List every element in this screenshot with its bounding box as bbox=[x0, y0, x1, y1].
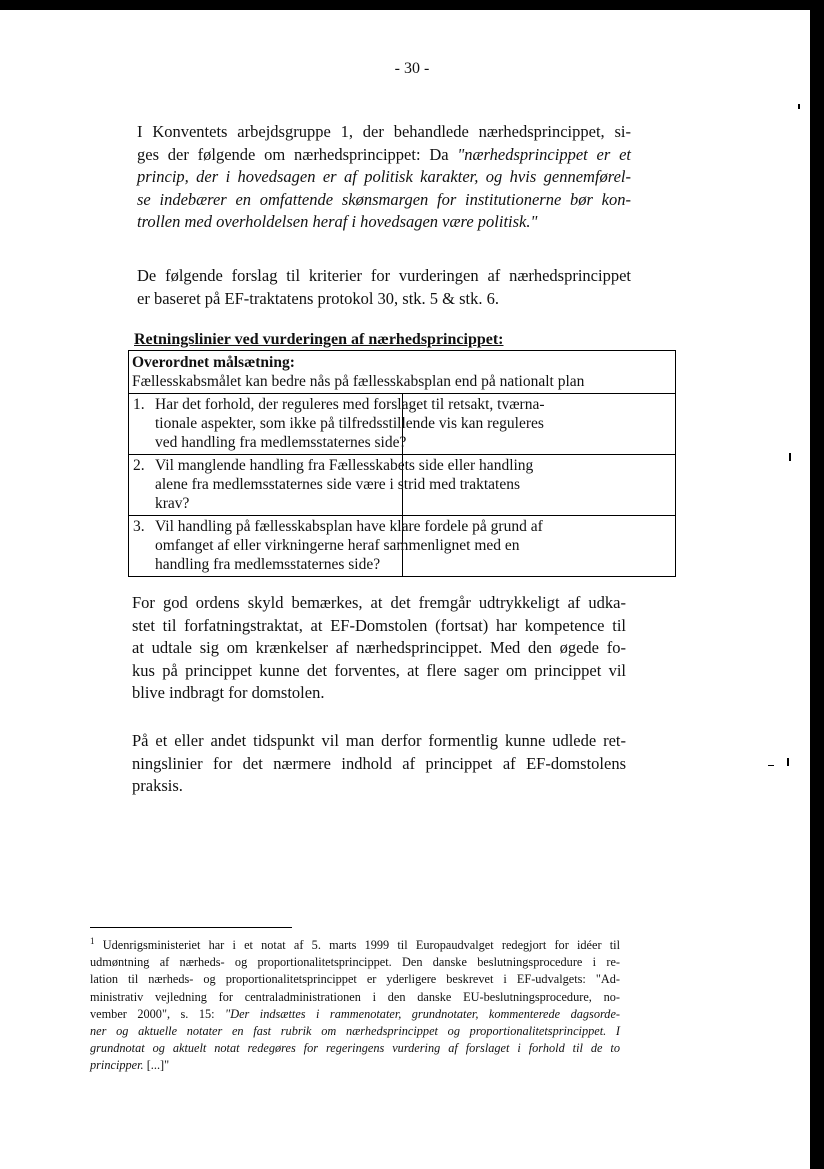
paragraph-court-competence bbox=[132, 592, 626, 705]
paragraph-konventet bbox=[137, 121, 631, 234]
quotation-line: princip, der i hovedsagen er af politisk karakter, og hvis gennemførel- bbox=[137, 167, 631, 186]
quotation-line: se indebærer en omfattende skønsmargen for institutionerne bør kon- bbox=[137, 189, 631, 209]
paragraph-line: stet til forfatningstraktat, at EF-Domstolen (fortsat) har kompetence til bbox=[132, 615, 626, 635]
footnote-quotation-line: ner og aktuelle notater en fast rubrik om nærhedsprincippet og proportionalitetsprincippet. I bbox=[90, 1024, 620, 1039]
criterion-line: ved handling fra medlemsstaternes side? bbox=[155, 434, 407, 451]
paragraph-line: kus på princippet kunne det forventes, at flere sager om princippet vil bbox=[132, 660, 626, 680]
table-header-cell bbox=[129, 351, 676, 394]
criterion-cell bbox=[129, 455, 534, 516]
footnote-line: udmøntning af nærheds- og proportionalitetsprincippet. Den danske beslutningsprocedure i re- bbox=[90, 955, 620, 970]
paragraph-line: at udtale sig om krænkelser af nærhedsprincippet. Med den øgede fo- bbox=[132, 638, 626, 657]
paragraph-line bbox=[137, 144, 631, 167]
footnote-text: vember 2000", s. 15: bbox=[90, 1006, 226, 1021]
overall-goal-text: Fællesskabsmålet kan bedre nås på fællesskabsplan end på nationalt plan bbox=[132, 373, 585, 390]
criterion-number: 3. bbox=[133, 518, 145, 535]
criterion-number: 2. bbox=[133, 457, 145, 474]
footnote bbox=[90, 937, 620, 1075]
footnote-line: lation til nærheds- og proportionalitetsprincippet er yderligere beskrevet i EF-udvalgets: "Ad- bbox=[90, 972, 620, 987]
paragraph-line: er baseret på EF-traktatens protokol 30, stk. 5 & stk. 6. bbox=[137, 288, 500, 308]
criterion-line: krav? bbox=[155, 495, 190, 512]
table-row bbox=[129, 394, 676, 455]
criterion-line: handling fra medlemsstaternes side? bbox=[155, 556, 381, 573]
footnote-quotation: "Der indsættes i rammenotater, grundnotater, kommenterede dagsorde- bbox=[225, 1006, 620, 1021]
criterion-line: omfanget af eller virkningerne heraf sammenlignet med en bbox=[155, 537, 520, 554]
table-row bbox=[129, 455, 676, 516]
footnote-line: ministrativ vejledning for centraladministrationen i den danske EU-beslutningsprocedure, no- bbox=[90, 989, 620, 1004]
paragraph-line: praksis. bbox=[132, 776, 183, 795]
footnote-line bbox=[90, 1057, 620, 1074]
scan-speck bbox=[787, 758, 789, 766]
paragraph-line: De følgende forslag til kriterier for vurderingen af nærhedsprincippet bbox=[137, 266, 631, 285]
paragraph-line: ningslinier for det nærmere indhold af princippet af EF-domstolens bbox=[132, 753, 626, 773]
quotation-line: trollen med overholdelsen heraf i hovedsagen være politisk." bbox=[137, 212, 538, 231]
criterion-number: 1. bbox=[133, 396, 145, 413]
footnote-text: [...]" bbox=[143, 1058, 170, 1073]
table-title: Retningslinier ved vurderingen af nærhedsprincippet: bbox=[134, 331, 504, 348]
criterion-line: alene fra medlemsstaternes side være i strid med traktatens bbox=[155, 476, 520, 493]
scan-speck bbox=[789, 453, 791, 461]
quotation-start: "nærhedsprincippet er et bbox=[457, 144, 631, 164]
paragraph-line: blive indbragt for domstolen. bbox=[132, 683, 325, 702]
footnote-text: Udenrigsministeriet har i et notat af 5. marts 1999 til Europaudvalget redegjort for idéer til bbox=[102, 938, 620, 952]
page-number: - 30 - bbox=[394, 60, 430, 77]
footnote-marker: 1 bbox=[90, 935, 95, 946]
criterion-cell bbox=[129, 394, 545, 455]
paragraph-criteria-intro bbox=[137, 265, 631, 310]
criterion-cell bbox=[129, 516, 543, 577]
table-row bbox=[129, 516, 676, 577]
footnote-quotation-line: grundnotat og aktuelt notat redegøres for regeringens vurdering af forslaget i forhold til de to bbox=[90, 1041, 620, 1056]
criteria-table bbox=[128, 350, 676, 577]
paragraph-line: For god ordens skyld bemærkes, at det fremgår udtrykkeligt af udka- bbox=[132, 593, 626, 612]
criterion-line: Har det forhold, der reguleres med forslaget til retsakt, tværna- bbox=[155, 396, 545, 413]
paragraph-case-law bbox=[132, 730, 626, 798]
scan-speck bbox=[798, 104, 800, 109]
criterion-line: Vil manglende handling fra Fællesskabets side eller handling bbox=[155, 457, 534, 474]
table-header-row bbox=[129, 351, 676, 394]
scan-speck bbox=[768, 765, 774, 766]
scan-border-top bbox=[0, 0, 824, 10]
scan-border-right bbox=[810, 0, 824, 1169]
paragraph-line-text: ges der følgende om nærhedsprincippet: Da bbox=[137, 144, 458, 164]
paragraph-line: I Konventets arbejdsgruppe 1, der behandlede nærhedsprincippet, si- bbox=[137, 122, 631, 141]
footnote-line bbox=[90, 937, 620, 954]
criterion-line: tionale aspekter, som ikke på tilfredsstillende vis kan reguleres bbox=[155, 415, 544, 432]
footnote-line bbox=[90, 1006, 620, 1023]
footnote-separator bbox=[90, 927, 292, 928]
overall-goal-title: Overordnet målsætning: bbox=[132, 354, 295, 371]
criterion-line: Vil handling på fællesskabsplan have klare fordele på grund af bbox=[155, 518, 543, 535]
paragraph-line: På et eller andet tidspunkt vil man derfor formentlig kunne udlede ret- bbox=[132, 731, 626, 750]
footnote-quotation: principper. bbox=[90, 1058, 144, 1073]
